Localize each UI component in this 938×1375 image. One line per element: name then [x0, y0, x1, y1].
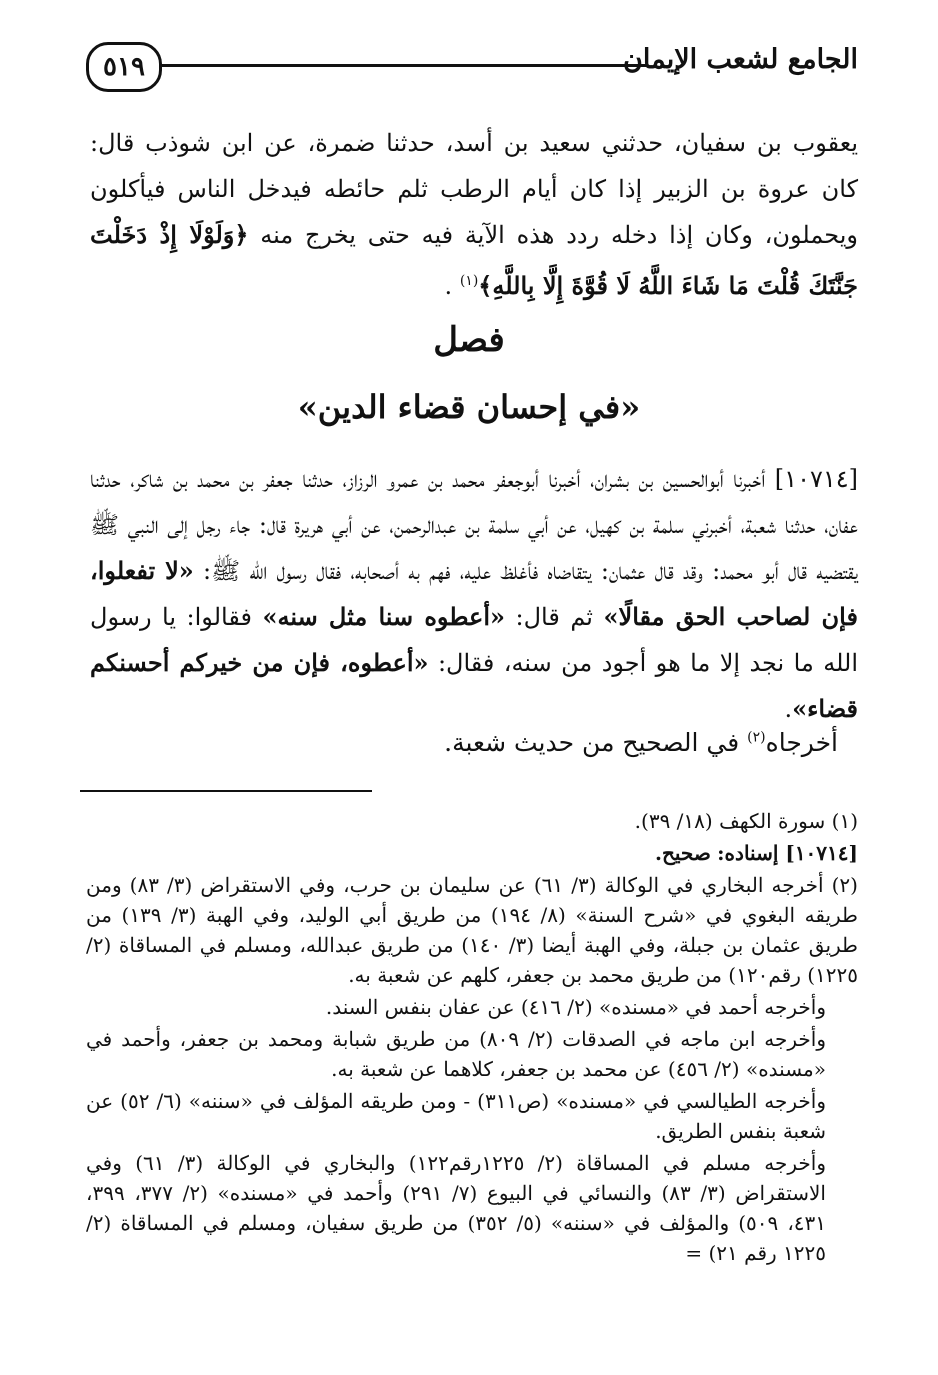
footnote-separator — [80, 790, 372, 792]
paragraph-1-end: . — [444, 272, 453, 300]
quran-verse: ﴿وَلَوْلَا إِذْ دَخَلْتَ جَنَّتَكَ قُلْتَ مَا شَاءَ اللَّهُ لَا قُوَّةَ إِلَّا بِاللَّهِ﴾ — [90, 220, 858, 300]
isnad-value: صحيح. — [655, 841, 711, 865]
footnote-2-line: وأخرجه أحمد في «مسنده» (٢/ ٤١٦) عن عفان بنفس السند. — [325, 995, 826, 1019]
section-heading: فصل — [433, 320, 505, 360]
paragraph-2 — [90, 456, 858, 732]
closing-text: أخرجاه — [765, 728, 838, 757]
hadith-number: [١٠٧١٤] — [774, 465, 858, 493]
prophet-quote-3: «أعطوه، فإن من خيركم أحسنكم قضاء» — [90, 648, 858, 723]
closing-line — [444, 728, 838, 757]
prophet-quote-1: «لا تفعلوا، فإن لصاحب الحق مقالًا» — [90, 556, 858, 631]
page-number: ٥١٩ — [86, 42, 162, 92]
running-title: الجامع لشعب الإيمان — [623, 44, 858, 75]
paragraph-2-part-2: ثم قال: — [515, 603, 593, 631]
paragraph-1 — [90, 120, 858, 309]
footnote-ref-2: (٢) — [747, 729, 766, 746]
footnote-2-line: وأخرجه الطيالسي في «مسنده» (ص٣١١) - ومن طريقه المؤلف في «سننه» (٦/ ٥٢) عن شعبة بنفس الطريق. — [86, 1089, 826, 1143]
header-rule — [160, 64, 648, 67]
footnote-2-line: وأخرجه ابن ماجه في الصدقات (٢/ ٨٠٩) من طريق شبابة ومحمد بن جعفر، وأحمد في «مسنده» (٢/ ٤٥٦) عن محمد بن جعفر، كلاهما عن شعبة به. — [86, 1027, 826, 1081]
paragraph-1-text: يعقوب بن سفيان، حدثني سعيد بن أسد، حدثنا ضمرة، عن ابن شوذب قال: كان عروة بن الزبير إذا كان أيام الرطب ثلم حائطه فيدخل الناس فيأكلون ويحملون، وكان إذا دخله ردد هذه الآية فيه حتى يخرج منه — [90, 129, 858, 249]
paragraph-2-end: . — [784, 695, 793, 723]
closing-rest: في الصحيح من حديث شعبة. — [444, 728, 740, 757]
page-header — [80, 42, 858, 102]
footnote-2-line: (٢) أخرجه البخاري في الوكالة (٣/ ٦١) عن سليمان بن حرب، وفي الاستقراض (٣/ ٨٣) ومن طريقه البغوي في «شرح السنة» (٨/ ١٩٤) من طريق أبي الوليد، وفي الهبة (٣/ ١٣٩) من طريق عثمان بن جبلة، وفي الهبة أيضا (٣/ ١٤٠) من طريق عبدالله، ومسلم في المساقاة (٢/ ١٢٢٥) رقم١٢٠) من طريق محمد بن جعفر، كلهم عن شعبة به. — [86, 873, 858, 987]
footnote-isnad — [86, 838, 858, 868]
paragraph-2-part-3: فقالوا: يا رسول الله ما نجد إلا ما هو أجود من سنه، فقال: — [90, 603, 858, 677]
isnad-label: [١٠٧١٤] إسناده: — [717, 841, 858, 865]
footnotes — [86, 806, 858, 1270]
section-subtitle: «في إحسان قضاء الدين» — [297, 388, 641, 426]
prophet-quote-2: «أعطوه سنا مثل سنه» — [262, 602, 505, 631]
paragraph-2-part-1: أخبرنا أبوالحسين بن بشران، أخبرنا أبوجعفر محمد بن عمرو الرزاز، حدثنا جعفر بن محمد بن شاكر، حدثنا عفان، حدثنا شعبة، أخبرني سلمة بن كهيل، عن أبي سلمة بن عبدالرحمن، عن أبي هريرة قال: جاء رجل إلى النبي ﷺ يقتضيه قال أبو محمد: وقد قال عثمان: يتقاضاه فأغلظ عليه، فهم به أصحابه، فقال رسول الله ﷺ: — [90, 465, 858, 585]
footnote-1: (١) سورة الكهف (١٨/ ٣٩). — [634, 809, 858, 833]
footnote-ref-1: (١) — [459, 273, 479, 289]
footnote-2-line: وأخرجه مسلم في المساقاة (٢/ ١٢٢٥رقم١٢٢) والبخاري في الوكالة (٣/ ٦١) وفي الاستقراض (٣/ ٨٣) والنسائي في البيوع (٧/ ٢٩١) وأحمد في «مسنده» (٢/ ٣٧٧، ٣٩٩، ٤٣١، ٥٠٩) والمؤلف في «سننه» (٥/ ٣٥٢) من طريق سفيان، ومسلم في المساقاة (٢/ ١٢٢٥ رقم ٢١) = — [86, 1151, 827, 1265]
